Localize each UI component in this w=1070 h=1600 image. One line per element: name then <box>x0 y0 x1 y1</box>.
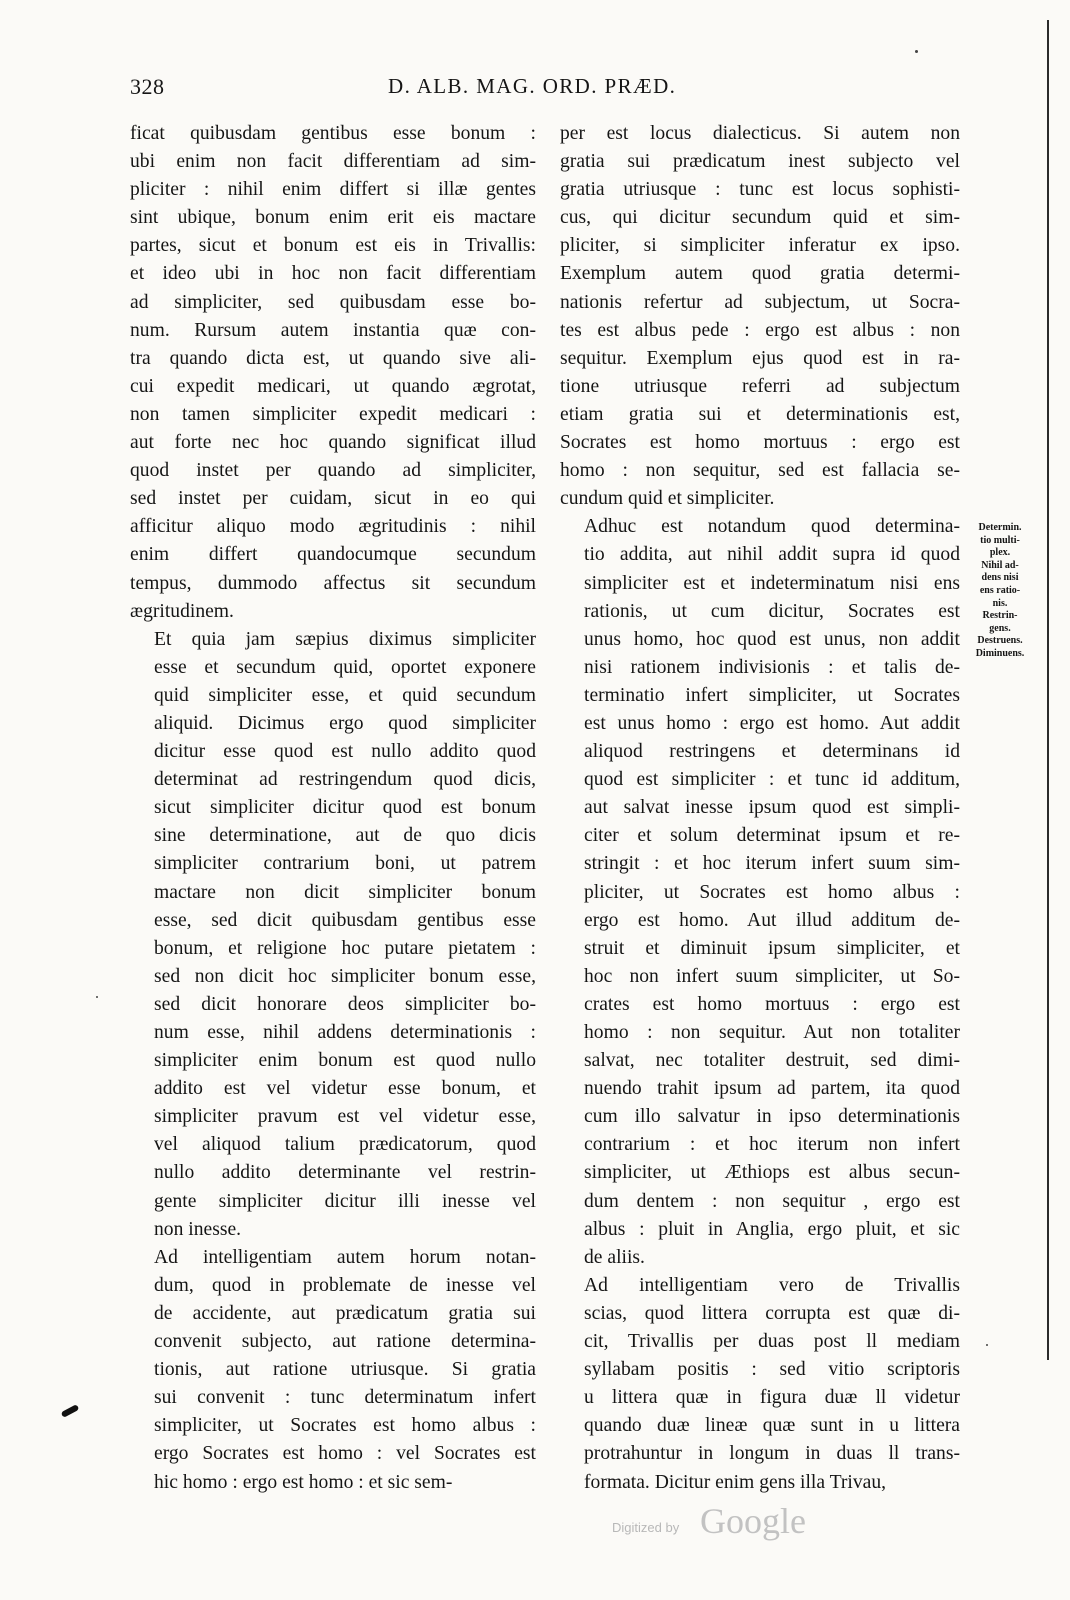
text-line: aliquid. Dicimus ergo quod simpliciter <box>154 712 536 734</box>
text-line: stringit : et hoc iterum infert suum sim- <box>584 853 960 875</box>
text-line: tes est albus pede : ergo est albus : non <box>560 319 960 341</box>
margin-note-line: Nihil ad- <box>981 559 1019 571</box>
text-line: tione utriusque referri ad subjectum <box>560 375 960 397</box>
margin-note-line: ens ratio- <box>979 584 1021 596</box>
text-line: aut forte nec hoc quando significat illud <box>130 432 536 454</box>
text-line: struit et diminuit ipsum simpliciter, et <box>584 937 960 959</box>
text-line: syllabam positis : sed vitio scriptoris <box>584 1359 960 1381</box>
margin-note-line: dens nisi <box>981 572 1019 584</box>
text-line: simpliciter, ut Socrates est homo albus : <box>154 1415 536 1437</box>
text-line: Socrates est homo mortuus : ergo est <box>560 432 960 454</box>
text-line: tionis, aut ratione utriusque. Si gratia <box>154 1359 536 1381</box>
text-line: pliciter : nihil enim differt si illæ gentes <box>130 179 536 201</box>
text-line: quando duæ lineæ quæ sunt in u littera <box>584 1415 960 1437</box>
text-line: contrarium : et hoc iterum non infert <box>584 1134 960 1156</box>
scan-speck <box>986 1344 988 1346</box>
text-line: ergo Socrates est homo : vel Socrates est <box>154 1443 536 1465</box>
text-line: aut salvat inesse ipsum quod est simpli- <box>584 797 960 819</box>
text-line: unus homo, hoc quod est unus, non addit <box>584 628 960 650</box>
text-line: mactare non dicit simpliciter bonum <box>154 881 536 903</box>
text-line: scias, quod littera corrupta est quæ di- <box>584 1302 960 1324</box>
scan-mark <box>61 1404 80 1418</box>
text-line: sine determinatione, aut de quo dicis <box>154 825 536 847</box>
text-line: cit, Trivallis per duas post ll mediam <box>584 1331 960 1353</box>
text-line: Adhuc est notandum quod determina- <box>584 516 960 538</box>
margin-note-line: Destruens. <box>977 635 1023 647</box>
text-line: sed non dicit hoc simpliciter bonum esse, <box>154 965 536 987</box>
text-line: sed instet per cuidam, sicut in eo qui <box>130 488 536 510</box>
text-line: per est locus dialecticus. Si autem non <box>560 123 960 144</box>
text-line: cundum quid et simpliciter. <box>560 488 775 510</box>
text-line: cus, qui dicitur secundum quid et sim- <box>560 207 960 229</box>
text-line: determinat ad restringendum quod dicis, <box>154 769 536 791</box>
text-line: salvat, nec totaliter destruit, sed dimi- <box>584 1050 960 1072</box>
margin-note-line: plex. <box>989 547 1011 559</box>
text-line: quod est simpliciter : et tunc id additum, <box>584 769 960 791</box>
text-line: enim differt quandocumque secundum <box>130 544 536 566</box>
text-line: Exemplum autem quod gratia determi- <box>560 263 960 285</box>
text-line: num esse, nihil addens determinationis : <box>154 1022 536 1043</box>
margin-note-line: gens. <box>989 622 1011 634</box>
text-line: de accidente, aut prædicatum gratia sui <box>154 1302 536 1324</box>
text-line: simpliciter pravum est vel videtur esse, <box>154 1106 536 1128</box>
digitized-watermark <box>612 1500 842 1550</box>
margin-note-line: nis. <box>992 597 1008 609</box>
page-number: 328 <box>130 74 165 99</box>
text-line: cui expedit medicari, ut quando ægrotat, <box>130 375 536 397</box>
text-line: tra quando dicta est, ut quando sive ali- <box>130 347 536 369</box>
text-line: pliciter, ut Socrates est homo albus : <box>584 881 960 903</box>
text-line: non tamen simpliciter expedit medicari : <box>130 403 536 425</box>
text-line: ficat quibusdam gentibus esse bonum : <box>130 123 536 144</box>
paragraph <box>560 513 960 1272</box>
text-line: tio addita, aut nihil addit supra id quod <box>584 544 960 566</box>
text-line: ubi enim non facit differentiam ad sim- <box>130 151 536 173</box>
text-line: afficitur aliquo modo ægritudinis : nihil <box>130 516 536 538</box>
text-line: Ad intelligentiam autem horum notan- <box>154 1246 536 1268</box>
text-line: ægritudinem. <box>130 600 234 622</box>
text-line: sint ubique, bonum enim erit eis mactare <box>130 207 536 229</box>
text-line: simpliciter contrarium boni, ut patrem <box>154 853 536 875</box>
text-line: dum, quod in problemate de inesse vel <box>154 1274 536 1296</box>
margin-note <box>968 522 1032 661</box>
text-line: et ideo ubi in hoc non facit differentiam <box>130 263 536 285</box>
paragraph <box>130 1244 536 1497</box>
text-line: non inesse. <box>154 1218 242 1240</box>
text-line: nullo addito determinante vel restrin- <box>154 1162 536 1184</box>
text-line: cum illo salvatur in ipso determinationis <box>584 1106 960 1128</box>
text-line: sed dicit honorare deos simpliciter bo- <box>154 993 536 1015</box>
text-line: dum dentem : non sequitur , ergo est <box>584 1190 960 1212</box>
paragraph <box>560 120 960 513</box>
text-line: hoc non infert suum simpliciter, ut So- <box>584 965 960 987</box>
google-logo: Google <box>700 1501 806 1541</box>
text-line: formata. Dicitur enim gens illa Trivau, <box>584 1471 887 1493</box>
text-line: albus : pluit in Anglia, ergo pluit, et sic <box>584 1218 960 1240</box>
text-line: quod instet per quando ad simpliciter, <box>130 460 536 482</box>
text-line: bonum, et religione hoc putare pietatem : <box>154 937 536 959</box>
text-line: dicitur esse quod est nullo addito quod <box>154 741 536 763</box>
margin-note-line: Restrin- <box>982 610 1018 622</box>
text-line: vel aliquod talium prædicatorum, quod <box>154 1134 536 1156</box>
margin-note-line: Determin. <box>978 522 1022 533</box>
page-header <box>130 74 970 114</box>
text-line: Et quia jam sæpius diximus simpliciter <box>154 628 536 650</box>
text-line: homo : non sequitur. Aut non totaliter <box>584 1022 960 1043</box>
text-line: protrahuntur in longum in duas ll trans- <box>584 1443 960 1465</box>
text-line: quid simpliciter esse, et quid secundum <box>154 684 536 706</box>
text-line: nationis refertur ad subjectum, ut Socra- <box>560 291 960 313</box>
text-line: simpliciter enim bonum est quod nullo <box>154 1050 536 1072</box>
text-line: nisi rationem indivisionis : et talis de- <box>584 656 960 678</box>
text-line: Ad intelligentiam vero de Trivallis <box>584 1274 960 1296</box>
text-line: etiam gratia sui et determinationis est, <box>560 403 960 425</box>
text-line: pliciter, si simpliciter inferatur ex ipso. <box>560 235 960 257</box>
text-line: sequitur. Exemplum ejus quod est in ra- <box>560 347 960 369</box>
text-line: aliquod restringens et determinans id <box>584 741 960 763</box>
scan-speck <box>915 50 918 53</box>
text-line: u littera quæ in figura duæ ll videtur <box>584 1387 960 1409</box>
text-line: citer et solum determinat ipsum et re- <box>584 825 960 847</box>
text-line: addito est vel videtur esse bonum, et <box>154 1078 536 1100</box>
page-edge-rule <box>1047 20 1049 1360</box>
margin-note-line: Diminuens. <box>975 647 1025 659</box>
running-title: D. ALB. MAG. ORD. PRÆD. <box>388 74 677 98</box>
paragraph <box>560 1272 960 1497</box>
text-line: rationis, ut cum dicitur, Socrates est <box>584 600 960 622</box>
text-line: nuendo trahit ipsum ad partem, ita quod <box>584 1078 960 1100</box>
text-line: gratia utriusque : tunc est locus sophisti- <box>560 179 960 201</box>
text-line: partes, sicut et bonum est eis in Trivallis: <box>130 235 536 257</box>
text-line: num. Rursum autem instantia quæ con- <box>130 319 536 341</box>
text-line: simpliciter, ut Æthiops est albus secun- <box>584 1162 960 1184</box>
text-line: sui convenit : tunc determinatum infert <box>154 1387 536 1409</box>
text-line: ergo est homo. Aut illud additum de- <box>584 909 960 931</box>
paragraph <box>130 120 536 626</box>
text-line: est unus homo : ergo est homo. Aut addit <box>584 712 960 734</box>
text-line: de aliis. <box>584 1246 645 1268</box>
text-line: gratia sui prædicatum inest subjecto vel <box>560 151 960 173</box>
text-line: esse et secundum quid, oportet exponere <box>154 656 536 678</box>
paragraph <box>130 626 536 1244</box>
text-line: crates est homo mortuus : ergo est <box>584 993 960 1015</box>
scan-speck <box>96 996 98 998</box>
right-column <box>560 120 960 1497</box>
text-line: hic homo : ergo est homo : et sic sem- <box>154 1471 453 1493</box>
watermark-prefix: Digitized by <box>612 1520 680 1535</box>
left-column <box>130 120 536 1497</box>
text-line: sicut simpliciter dicitur quod est bonum <box>154 797 536 819</box>
text-line: tempus, dummodo affectus sit secundum <box>130 572 536 594</box>
margin-note-line: tio multi- <box>980 534 1020 546</box>
text-line: ad simpliciter, sed quibusdam esse bo- <box>130 291 536 313</box>
text-line: convenit subjecto, aut ratione determina- <box>154 1331 536 1353</box>
text-line: homo : non sequitur, sed est fallacia se- <box>560 460 960 482</box>
text-line: gente simpliciter dicitur illi inesse vel <box>154 1190 536 1212</box>
text-line: simpliciter est et indeterminatum nisi ens <box>584 572 960 594</box>
text-line: terminatio infert simpliciter, ut Socrates <box>584 684 960 706</box>
text-line: esse, sed dicit quibusdam gentibus esse <box>154 909 536 931</box>
